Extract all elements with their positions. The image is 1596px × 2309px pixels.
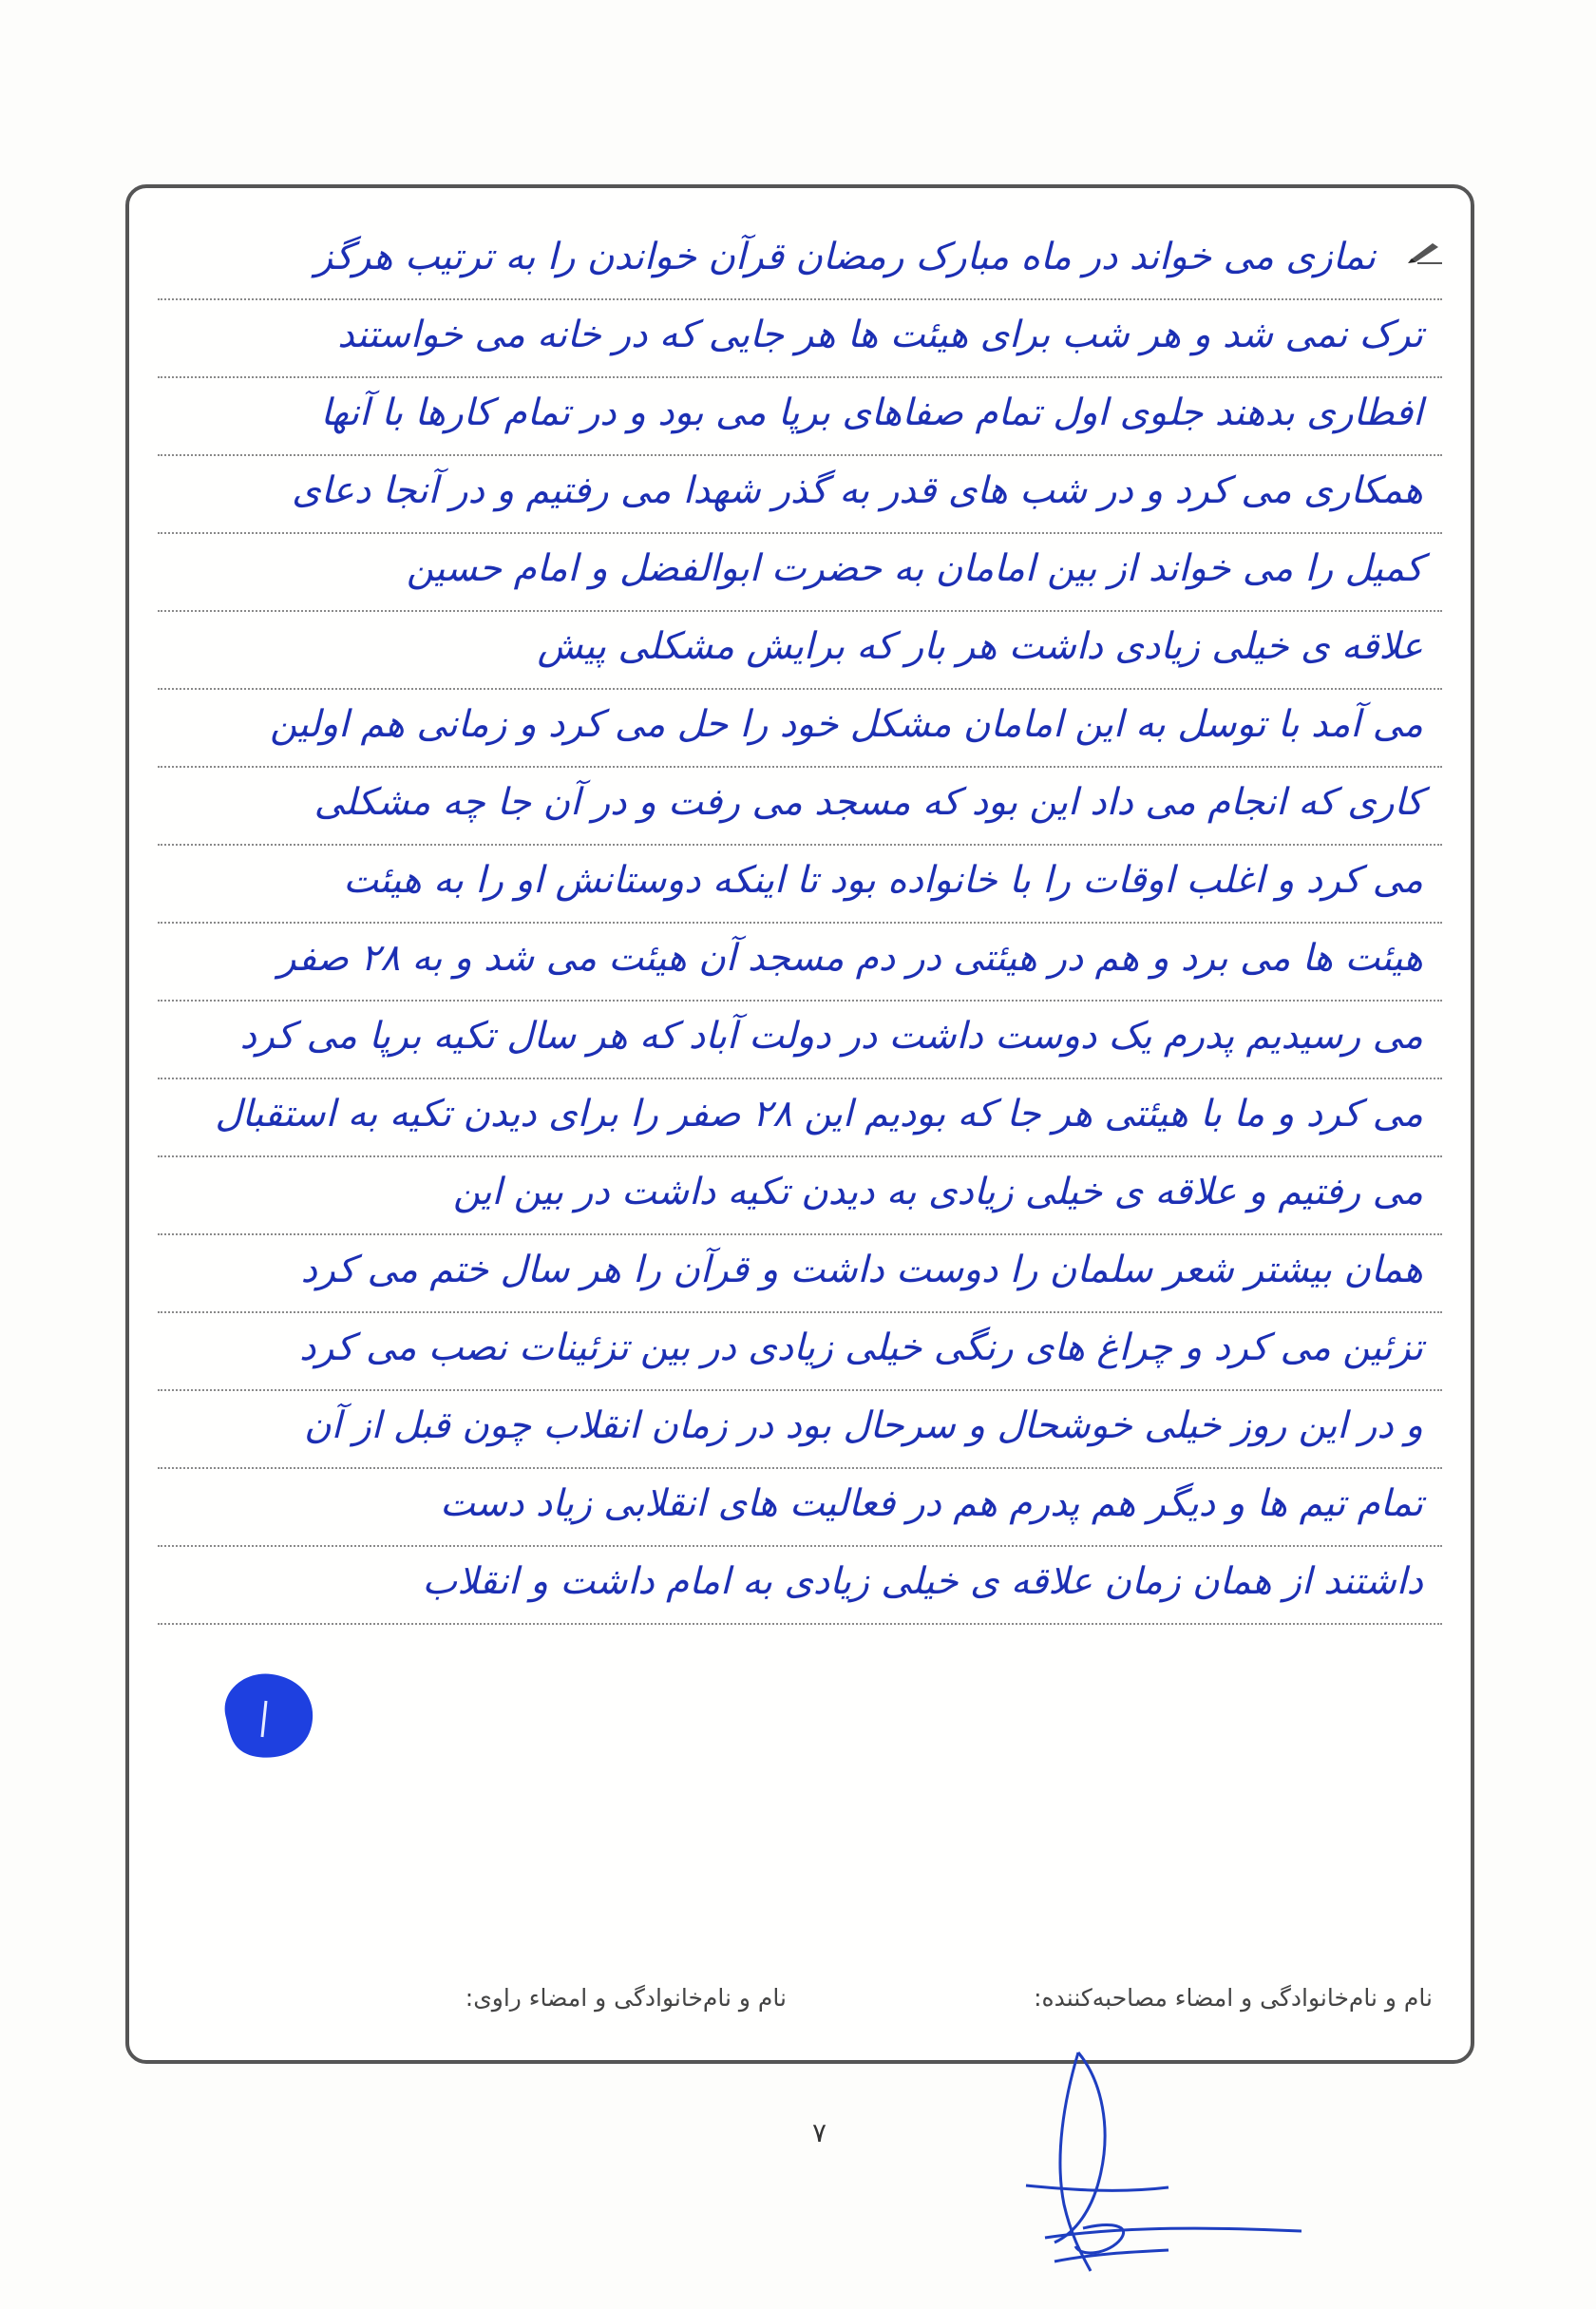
handwritten-line: تمام تیم ها و دیگر هم پدرم هم در فعالیت های انقلابی زیاد دست — [158, 1469, 1442, 1547]
handwritten-line: کمیل را می خواند از بین امامان به حضرت ابوالفضل و امام حسین — [158, 534, 1442, 612]
signature-labels — [158, 1984, 1442, 2022]
handwritten-line: ترک نمی شد و هر شب برای هیئت ها هر جایی که در خانه می خواستند — [158, 300, 1442, 378]
handwritten-line: کاری که انجام می داد این بود که مسجد می رفت و در آن جا چه مشکلی — [158, 768, 1442, 846]
handwritten-signature — [988, 2043, 1311, 2299]
handwritten-line: و در این روز خیلی خوشحال و سرحال بود در زمان انقلاب چون قبل از آن — [158, 1391, 1442, 1469]
page-number: ۷ — [812, 2117, 827, 2148]
handwritten-line: می رسیدیم پدرم یک دوست داشت در دولت آباد که هر سال تکیه برپا می کرد — [158, 1002, 1442, 1079]
ink-stamp — [209, 1663, 323, 1767]
handwritten-line: همکاری می کرد و در شب های قدر به گذر شهدا می رفتیم و در آنجا دعای — [158, 456, 1442, 534]
handwritten-line: می کرد و ما با هیئتی هر جا که بودیم این ۲۸ صفر را برای دیدن تکیه به استقبال — [158, 1079, 1442, 1157]
handwritten-lines — [158, 222, 1442, 1625]
handwritten-line: نمازی می خواند در ماه مبارک رمضان قرآن خواندن را به ترتیب هرگز — [158, 222, 1442, 300]
handwritten-line: می آمد با توسل به این امامان مشکل خود را حل می کرد و زمانی هم اولین — [158, 690, 1442, 768]
handwritten-line: می کرد و اغلب اوقات را با خانواده بود تا اینکه دوستانش او را به هیئت — [158, 846, 1442, 924]
narrator-signature-label: نام و نام‌خانوادگی و امضاء راوی: — [465, 1984, 787, 2012]
handwritten-line: افطاری بدهند جلوی اول تمام صفاهای برپا می بود و در تمام کارها با آنها — [158, 378, 1442, 456]
interview-form-box — [125, 184, 1474, 2064]
interviewer-signature-label: نام و نام‌خانوادگی و امضاء مصاحبه‌کننده: — [1034, 1984, 1433, 2012]
handwritten-line: علاقه ی خیلی زیادی داشت هر بار که برایش مشکلی پیش — [158, 612, 1442, 690]
handwritten-line: هیئت ها می برد و هم در هیئتی در دم مسجد آن هیئت می شد و به ۲۸ صفر — [158, 924, 1442, 1002]
handwritten-line: می رفتیم و علاقه ی خیلی زیادی به دیدن تکیه داشت در بین این — [158, 1157, 1442, 1235]
handwritten-line: تزئین می کرد و چراغ های رنگی خیلی زیادی در بین تزئینات نصب می کرد — [158, 1313, 1442, 1391]
handwritten-line: داشتند از همان زمان علاقه ی خیلی زیادی به امام داشت و انقلاب — [158, 1547, 1442, 1625]
handwritten-line: همان بیشتر شعر سلمان را دوست داشت و قرآن را هر سال ختم می کرد — [158, 1235, 1442, 1313]
